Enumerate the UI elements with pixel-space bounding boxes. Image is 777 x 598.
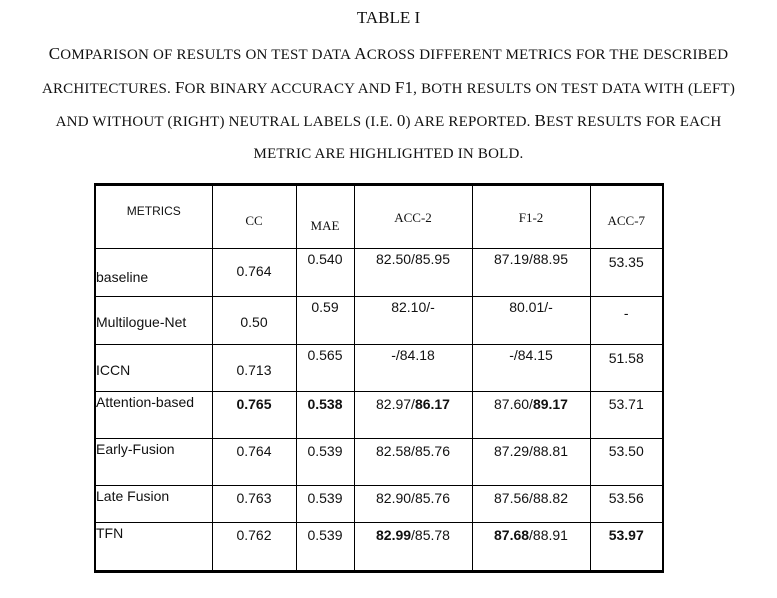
cell-acc7: - bbox=[590, 297, 663, 345]
header-mae: MAE bbox=[296, 185, 354, 249]
caption-line: METRIC ARE HIGHLIGHTED IN BOLD. bbox=[253, 145, 524, 162]
cell-mae: 0.539 bbox=[296, 486, 354, 523]
row-metric-name: Early-Fusion bbox=[95, 439, 212, 486]
header-acc2: ACC-2 bbox=[354, 185, 472, 249]
caption-line: AND WITHOUT (RIGHT) NEUTRAL LABELS (I.E. 0) ARE REPORTED. BEST RESULTS FOR EACH bbox=[55, 111, 722, 130]
table-row bbox=[95, 439, 663, 486]
cell-f1-2: -/84.15 bbox=[472, 345, 590, 392]
cell-cc: 0.764 bbox=[212, 249, 296, 297]
cell-acc7: 53.71 bbox=[590, 392, 663, 439]
row-metric-name: Late Fusion bbox=[95, 486, 212, 523]
cell-acc2: 82.97/86.17 bbox=[354, 392, 472, 439]
table-row bbox=[95, 297, 663, 345]
table-header-row bbox=[95, 185, 663, 249]
table-row bbox=[95, 249, 663, 297]
cell-acc2: 82.58/85.76 bbox=[354, 439, 472, 486]
header-f1-2: F1-2 bbox=[472, 185, 590, 249]
cell-acc2: -/84.18 bbox=[354, 345, 472, 392]
row-metric-name: Multilogue-Net bbox=[95, 297, 212, 345]
cell-acc7: 53.35 bbox=[590, 249, 663, 297]
table-row bbox=[95, 523, 663, 572]
cell-f1-2: 87.29/88.81 bbox=[472, 439, 590, 486]
cell-acc2: 82.10/- bbox=[354, 297, 472, 345]
table-title: TABLE I bbox=[356, 8, 421, 27]
table-row bbox=[95, 345, 663, 392]
cell-mae: 0.539 bbox=[296, 523, 354, 572]
cell-acc7: 53.50 bbox=[590, 439, 663, 486]
cell-acc2: 82.50/85.95 bbox=[354, 249, 472, 297]
table-caption bbox=[20, 38, 757, 170]
results-table bbox=[94, 183, 664, 573]
cell-mae: 0.540 bbox=[296, 249, 354, 297]
row-metric-name: Attention-based bbox=[95, 392, 212, 439]
cell-cc: 0.764 bbox=[212, 439, 296, 486]
cell-acc7: 53.97 bbox=[590, 523, 663, 572]
cell-mae: 0.565 bbox=[296, 345, 354, 392]
cell-mae: 0.539 bbox=[296, 439, 354, 486]
cell-f1-2: 87.60/89.17 bbox=[472, 392, 590, 439]
cell-cc: 0.765 bbox=[212, 392, 296, 439]
caption-line: COMPARISON OF RESULTS ON TEST DATA ACROSS DIFFERENT METRICS FOR THE DESCRIBED bbox=[48, 44, 729, 63]
cell-acc7: 53.56 bbox=[590, 486, 663, 523]
cell-cc: 0.713 bbox=[212, 345, 296, 392]
table-row bbox=[95, 392, 663, 439]
cell-mae: 0.59 bbox=[296, 297, 354, 345]
cell-cc: 0.50 bbox=[212, 297, 296, 345]
header-acc7: ACC-7 bbox=[590, 185, 663, 249]
cell-acc2: 82.90/85.76 bbox=[354, 486, 472, 523]
row-metric-name: ICCN bbox=[95, 345, 212, 392]
cell-cc: 0.762 bbox=[212, 523, 296, 572]
header-cc: CC bbox=[212, 185, 296, 249]
cell-f1-2: 87.68/88.91 bbox=[472, 523, 590, 572]
row-metric-name: baseline bbox=[95, 249, 212, 297]
cell-acc7: 51.58 bbox=[590, 345, 663, 392]
cell-cc: 0.763 bbox=[212, 486, 296, 523]
table-row bbox=[95, 486, 663, 523]
row-metric-name: TFN bbox=[95, 523, 212, 572]
caption-line: ARCHITECTURES. FOR BINARY ACCURACY AND F1, BOTH RESULTS ON TEST DATA WITH (LEFT) bbox=[41, 77, 736, 97]
cell-acc2: 82.99/85.78 bbox=[354, 523, 472, 572]
cell-f1-2: 87.19/88.95 bbox=[472, 249, 590, 297]
cell-mae: 0.538 bbox=[296, 392, 354, 439]
cell-f1-2: 80.01/- bbox=[472, 297, 590, 345]
cell-f1-2: 87.56/88.82 bbox=[472, 486, 590, 523]
header-metrics: METRICS bbox=[95, 185, 212, 249]
